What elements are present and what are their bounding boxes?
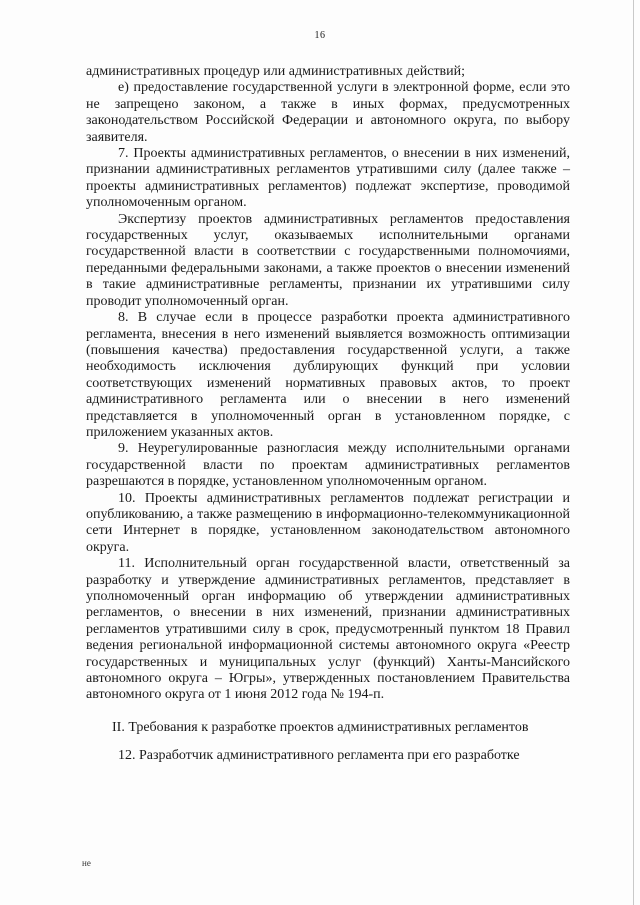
page-edge-line — [633, 0, 634, 905]
section-heading: II. Требования к разработке проектов административных регламентов — [112, 719, 529, 735]
paragraph: Экспертизу проектов административных регламентов предоставления государственных услуг, оказываемых исполнительными органами государственной власти в соответствии с государственными полномочиями, переданными федеральными законами, а также проектов о внесении изменений в такие административные регламенты, признании их утратившими силу проводит уполномоченный орган. — [86, 211, 570, 309]
document-body — [86, 64, 570, 765]
paragraph: 12. Разработчик административного регламента при его разработке — [118, 748, 520, 764]
paragraph: 10. Проекты административных регламентов подлежат регистрации и опубликованию, а также размещению в информационно-телекоммуникационной сети Интернет в порядке, установленном законодательством автономного округа. — [86, 490, 570, 555]
paragraph: 8. В случае если в процессе разработки проекта административного регламента, внесения в него изменений выявляется возможность оптимизации (повышения качества) предоставления государственной услуги, а также необходимость исключения дублирующих функций при условии соответствующих изменений нормативных правовых актов, то проект административного регламента или о внесении в него изменений представляется в уполномоченный орган в установленном порядке, с приложением указанных актов. — [86, 310, 570, 440]
paragraph: 7. Проекты административных регламентов, о внесении в них изменений, признании административных регламентов утратившими силу (далее также – проекты административных регламентов) подлежат экспертизе, проводимой уполномоченным органом. — [86, 146, 570, 211]
footer-mark: не — [82, 858, 91, 868]
paragraph: 11. Исполнительный орган государственной власти, ответственный за разработку и утверждение административных регламентов, представляет в уполномоченный орган информацию об утверждении административных регламентов, о внесении в них изменений, признании административных регламентов утратившими силу в срок, предусмотренный пунктом 18 Правил ведения региональной информационной системы автономного округа «Реестр государственных и муниципальных услуг (функций) Ханты-Мансийского автономного округа – Югры», утвержденных постановлением Правительства автономного округа от 1 июня 2012 года № 194-п. — [86, 556, 570, 703]
paragraph: е) предоставление государственной услуги в электронной форме, если это не запрещено законом, а также в иных формах, предусмотренных законодательством Российской Федерации и автономного округа, по выбору заявителя. — [86, 80, 570, 145]
paragraph: 9. Неурегулированные разногласия между исполнительными органами государственной власти по проектам административных регламентов разрешаются в порядке, установленном уполномоченным органом. — [86, 441, 570, 490]
paragraph: административных процедур или административных действий; — [86, 64, 466, 79]
page-number: 16 — [314, 30, 326, 41]
